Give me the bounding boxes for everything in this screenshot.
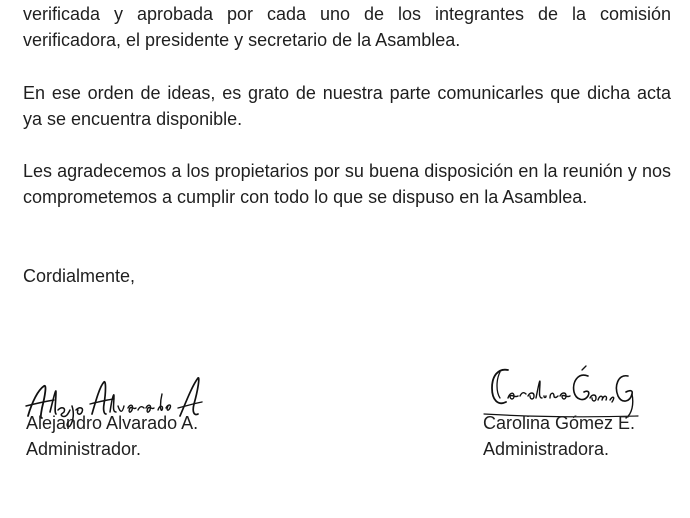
signatory-name: Alejandro Alvarado A. [26,413,199,433]
signatory-name: Carolina Gómez E. [483,413,636,433]
signature-block-administradora [483,410,635,462]
signatory-role: Administradora. [483,439,610,459]
body-paragraph-2: En ese orden de ideas, es grato de nuestra parte comunicarles que dicha acta ya se encuentra disponible. [23,83,671,129]
body-paragraph-3: Les agradecemos a los propietarios por su buena disposición en la reunión y nos comprometemos a cumplir con todo lo que se dispuso en la Asamblea. [23,161,671,207]
body-paragraph-1: verificada y aprobada por cada uno de los integrantes de la comisión verificadora, el presidente y secretario de la Asamblea. [23,4,671,50]
signature-block-administrador [26,410,198,462]
closing-salutation: Cordialmente, [23,266,136,286]
signatory-role: Administrador. [26,439,142,459]
